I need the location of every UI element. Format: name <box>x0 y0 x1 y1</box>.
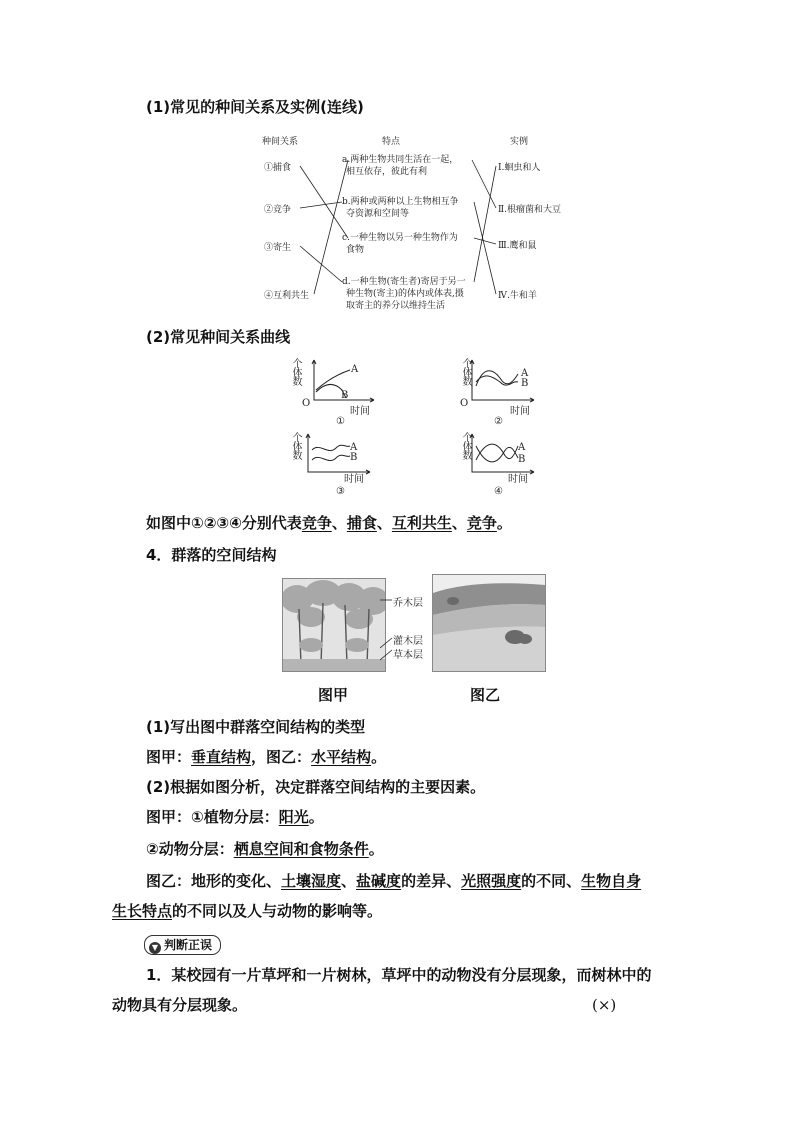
judge-item-1-line-2: 动物具有分层现象。 <box>112 996 248 1014</box>
label-b: B <box>341 390 349 401</box>
example-4: Ⅳ.牛和羊 <box>498 291 537 301</box>
header-feature: 特点 <box>382 137 401 147</box>
feature-b: b.两种或两种以上生物相互争 夺资源和空间等 <box>342 197 459 219</box>
line-d-I <box>474 166 496 282</box>
label-a: A <box>351 364 359 375</box>
answer-1: 图甲：垂直结构，图乙：水平结构。 <box>146 748 387 766</box>
example-1: Ⅰ.蛔虫和人 <box>498 163 541 173</box>
answer-2-line-3: 图乙：地形的变化、土壤湿度、盐碱度的差异、光照强度的不同、生物自身 <box>146 872 642 890</box>
matching-diagram <box>262 130 582 320</box>
xlabel: 时间 <box>350 406 370 417</box>
question-2: (2)根据如图分析，决定群落空间结构的主要因素。 <box>146 778 486 796</box>
answer-2-line-1: 图甲：①植物分层：阳光。 <box>146 808 324 826</box>
curve-graph-2: 个体数 O 时间 A B ② <box>454 354 574 434</box>
section-title-1: (1)常见的种间关系及实例(连线) <box>146 98 364 116</box>
triangle-down-icon: ▼ <box>149 942 161 954</box>
curve-graph-1 <box>284 354 404 434</box>
judge-badge: ▼ 判断正误 <box>144 934 221 955</box>
label-shrub-layer: 灌木层 <box>393 636 423 647</box>
answer-2-line-2: ②动物分层：栖息空间和食物条件。 <box>146 840 384 858</box>
origin: O <box>302 398 311 409</box>
paragraph-relations: 如图中①②③④分别代表竞争、捕食、互利共生、竞争。 <box>146 514 512 532</box>
feature-c: c.一种生物以另一种生物作为 食物 <box>342 233 458 255</box>
relation-mutualism: ④互利共生 <box>264 291 310 301</box>
caption-figure-b: 图乙 <box>470 686 501 704</box>
heading-spatial-structure: 4．群落的空间结构 <box>146 546 277 564</box>
feature-d: d.一种生物(寄生者)寄居于另一 种生物(寄主)的体内或体表,摄 取寄主的养分以维持生活 <box>342 277 466 311</box>
matching-lines <box>262 130 582 320</box>
curve-graph-4: 个体数 时间 A B ④ <box>454 428 574 508</box>
curve-graph-3: 个体数 时间 A B ③ <box>284 428 404 508</box>
line-mutualism-a <box>314 160 348 294</box>
grassland-image <box>432 574 546 672</box>
caption-figure-a: 图甲 <box>318 686 349 704</box>
line-b-IV <box>474 202 496 294</box>
answer-2-line-4: 生长特点的不同以及人与动物的影响等。 <box>112 902 383 920</box>
relation-competition: ②竞争 <box>264 205 292 215</box>
label-tree-layer: 乔木层 <box>393 598 423 609</box>
line-parasitism-d <box>300 246 342 282</box>
feature-a: a.两种生物共同生活在一起， 相互依存，彼此有利 <box>342 155 459 177</box>
curve-a <box>316 370 350 390</box>
section-title-2: (2)常见种间关系曲线 <box>146 328 291 346</box>
judge-item-1-line-1: 1．某校园有一片草坪和一片树林，草坪中的动物没有分层现象，而树林中的 <box>146 966 652 984</box>
judge-item-1-mark: (×) <box>592 996 617 1014</box>
line-c-III <box>474 238 496 244</box>
label-herb-layer: 草本层 <box>393 650 423 661</box>
question-1: (1)写出图中群落空间结构的类型 <box>146 718 366 736</box>
relation-parasitism: ③寄生 <box>264 243 292 253</box>
example-2: Ⅱ.根瘤菌和大豆 <box>498 205 561 215</box>
header-example: 实例 <box>510 137 529 147</box>
header-relation: 种间关系 <box>262 137 299 147</box>
ylabel: 个体数 <box>290 358 301 385</box>
forest-image <box>282 578 386 672</box>
example-3: Ⅲ.鹰和鼠 <box>498 241 537 251</box>
relation-predation: ①捕食 <box>264 163 292 173</box>
graph-number: ① <box>336 416 345 427</box>
